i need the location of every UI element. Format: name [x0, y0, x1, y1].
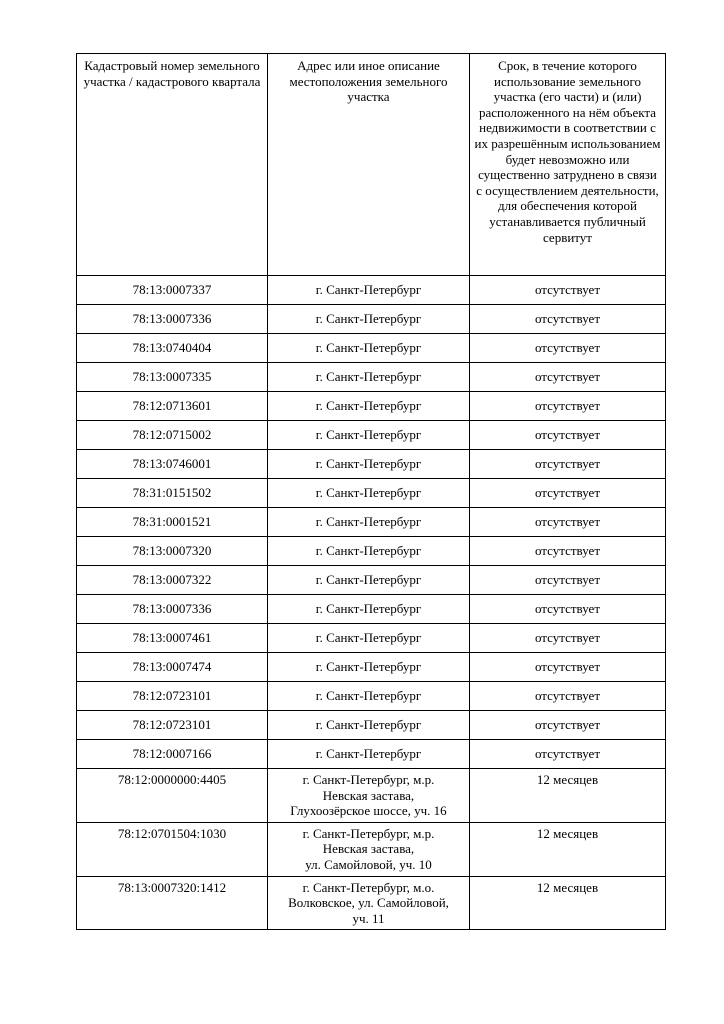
address-line: г. Санкт-Петербург, м.о.: [302, 879, 435, 895]
cell-cadastral: 78:13:0740404: [77, 334, 268, 363]
cell-cadastral: 78:13:0007336: [77, 305, 268, 334]
cell-cadastral: 78:12:0007166: [77, 740, 268, 769]
cell-cadastral: 78:12:0723101: [77, 711, 268, 740]
cell-cadastral: 78:31:0001521: [77, 508, 268, 537]
cell-cadastral: 78:13:0007337: [77, 276, 268, 305]
address-line: уч. 11: [352, 910, 385, 926]
cell-term: отсутствует: [470, 392, 666, 421]
cell-term: 12 месяцев: [470, 769, 666, 823]
cell-cadastral: 78:12:0701504:1030: [77, 822, 268, 876]
servitude-table: [76, 53, 666, 930]
cell-term: отсутствует: [470, 537, 666, 566]
cell-cadastral: 78:13:0007474: [77, 653, 268, 682]
cell-address: г. Санкт-Петербург: [268, 276, 470, 305]
table-row: [77, 450, 666, 479]
cell-cadastral: 78:12:0713601: [77, 392, 268, 421]
cell-address: г. Санкт-Петербург: [268, 624, 470, 653]
header-address: Адрес или иное описание местоположения земельного участка: [268, 54, 470, 276]
table-row: [77, 769, 666, 823]
cell-cadastral: 78:13:0007320: [77, 537, 268, 566]
cell-address: г. Санкт-Петербург: [268, 450, 470, 479]
address-line: г. Санкт-Петербург, м.р.: [302, 772, 435, 787]
cell-address: г. Санкт-Петербург: [268, 566, 470, 595]
address-line: г. Санкт-Петербург, м.р.: [302, 825, 435, 841]
cell-term: отсутствует: [470, 740, 666, 769]
cell-term: отсутствует: [470, 479, 666, 508]
cell-cadastral: 78:13:0007335: [77, 363, 268, 392]
cell-address: г. Санкт-Петербург: [268, 682, 470, 711]
table-row: [77, 305, 666, 334]
cell-term: отсутствует: [470, 305, 666, 334]
cell-address: г. Санкт-Петербург: [268, 711, 470, 740]
cell-address: г. Санкт-Петербург: [268, 537, 470, 566]
cell-cadastral: 78:13:0746001: [77, 450, 268, 479]
table-row: [77, 624, 666, 653]
table-row: [77, 479, 666, 508]
cell-address: г. Санкт-Петербург: [268, 508, 470, 537]
cell-cadastral: 78:13:0007322: [77, 566, 268, 595]
cell-term: отсутствует: [470, 276, 666, 305]
cell-address: г. Санкт-Петербург: [268, 740, 470, 769]
table-row: [77, 711, 666, 740]
cell-cadastral: 78:31:0151502: [77, 479, 268, 508]
table-row: [77, 363, 666, 392]
cell-address: [268, 822, 470, 876]
address-line: Волковское, ул. Самойловой,: [288, 895, 449, 911]
cell-cadastral: 78:12:0000000:4405: [77, 769, 268, 823]
table-row: [77, 653, 666, 682]
cell-address: г. Санкт-Петербург: [268, 392, 470, 421]
cell-term: отсутствует: [470, 653, 666, 682]
address-line: Глухоозёрское шоссе, уч. 16: [290, 803, 447, 819]
cell-cadastral: 78:12:0715002: [77, 421, 268, 450]
table-row: [77, 822, 666, 876]
cell-term: отсутствует: [470, 508, 666, 537]
cell-term: отсутствует: [470, 363, 666, 392]
table-body: [77, 276, 666, 930]
cell-address: [268, 876, 470, 930]
cell-term: отсутствует: [470, 682, 666, 711]
header-cadastral-number: Кадастровый номер земельного участка / кадастрового квартала: [77, 54, 268, 276]
table-row: [77, 276, 666, 305]
cell-address: г. Санкт-Петербург: [268, 653, 470, 682]
table-header-row: [77, 54, 666, 276]
cell-cadastral: 78:13:0007461: [77, 624, 268, 653]
cell-term: отсутствует: [470, 450, 666, 479]
cell-term: 12 месяцев: [470, 876, 666, 930]
cell-term: 12 месяцев: [470, 822, 666, 876]
cell-cadastral: 78:12:0723101: [77, 682, 268, 711]
cell-address: г. Санкт-Петербург: [268, 479, 470, 508]
cell-address: г. Санкт-Петербург: [268, 363, 470, 392]
address-line: Невская застава,: [322, 841, 415, 857]
table-row: [77, 876, 666, 930]
cell-address: г. Санкт-Петербург: [268, 595, 470, 624]
header-term: Срок, в течение которого использование земельного участка (его части) и (или) расположенного на нём объекта недвижимости в соответствии с их разрешённым использованием будет невозможно или существенно затруднено в связи с осуществлением деятельности, для обеспечения которой устанавливается публичный сервитут: [470, 54, 666, 276]
table-row: [77, 537, 666, 566]
cell-cadastral: 78:13:0007320:1412: [77, 876, 268, 930]
cell-term: отсутствует: [470, 624, 666, 653]
cell-term: отсутствует: [470, 566, 666, 595]
cell-cadastral: 78:13:0007336: [77, 595, 268, 624]
address-line: Невская застава,: [322, 787, 415, 803]
cell-term: отсутствует: [470, 421, 666, 450]
table-row: [77, 566, 666, 595]
table-row: [77, 421, 666, 450]
cell-term: отсутствует: [470, 711, 666, 740]
cell-address: г. Санкт-Петербург: [268, 421, 470, 450]
cell-term: отсутствует: [470, 334, 666, 363]
cell-term: отсутствует: [470, 595, 666, 624]
table-row: [77, 595, 666, 624]
table-row: [77, 392, 666, 421]
cell-address: [268, 769, 470, 823]
table-row: [77, 334, 666, 363]
table-row: [77, 682, 666, 711]
table-row: [77, 508, 666, 537]
cell-address: г. Санкт-Петербург: [268, 305, 470, 334]
table-row: [77, 740, 666, 769]
address-line: ул. Самойловой, уч. 10: [305, 856, 432, 872]
cell-address: г. Санкт-Петербург: [268, 334, 470, 363]
